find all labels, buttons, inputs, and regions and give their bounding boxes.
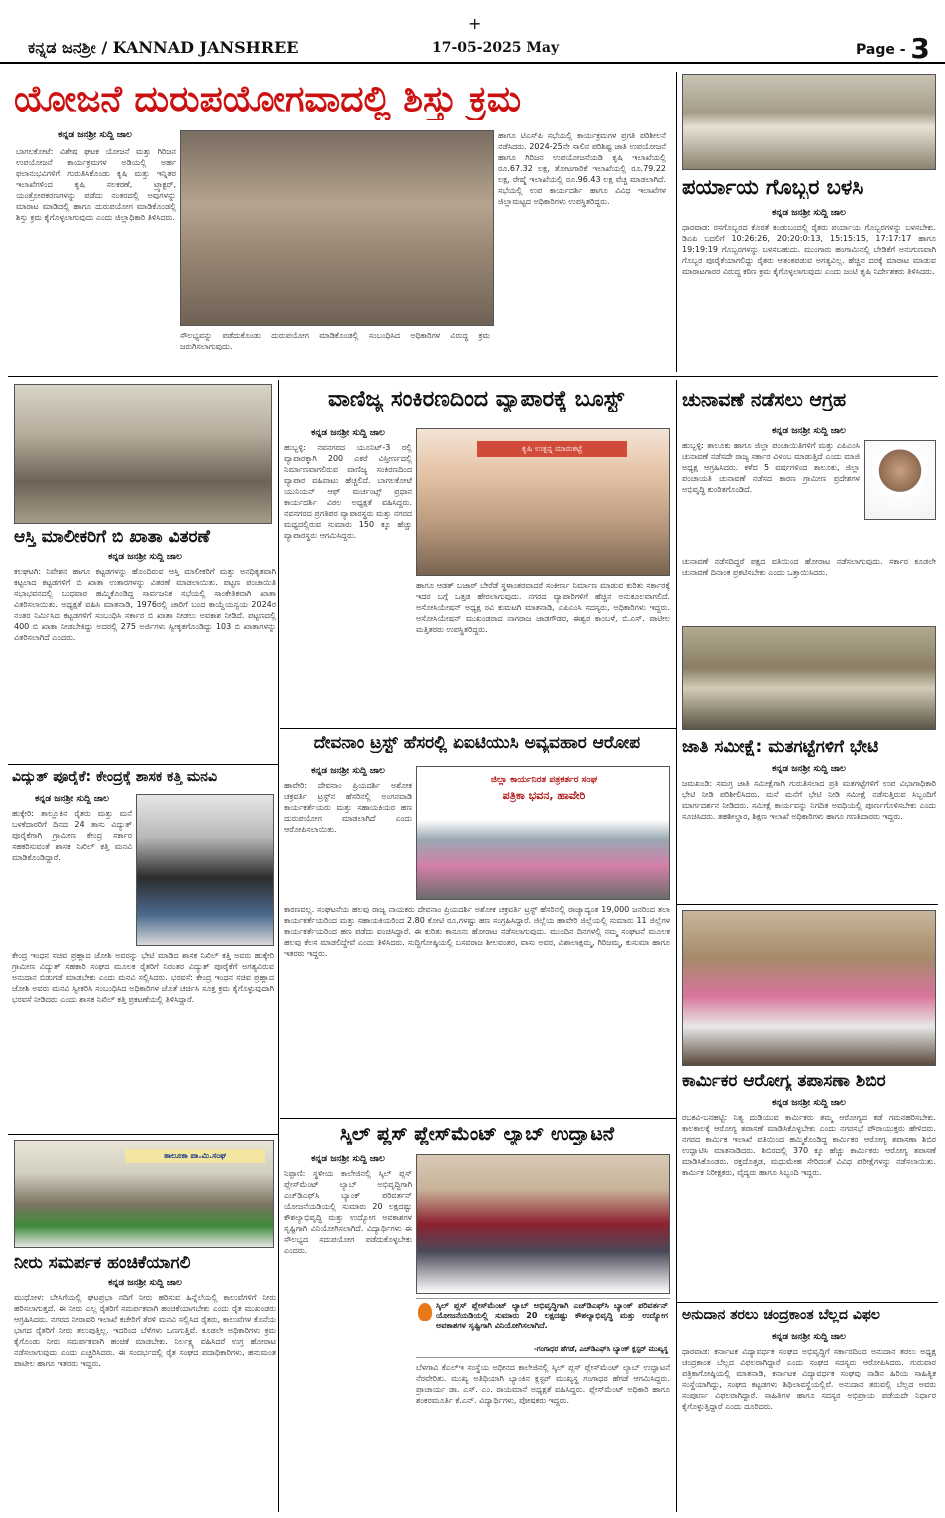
lead-byline: ಕನ್ನಡ ಜನಶ್ರೀ ಸುದ್ದಿ ಜಾಲ (58, 130, 132, 140)
devanam-body-col2: ಕಾರಣವಲ್ಲ. ಸಂಘಟನೆಯ ಹಲವು ರಾಜ್ಯ ನಾಯಕರು ದೇವನಾಂ ಪ್ರಿಯದರ್ಶಿ ಅಶೋಕ ಚಕ್ರವರ್ತಿ ಟ್ರಸ್ಟ್ ಹೆಸರಿನಲ್ಲಿ ರಾಜ್ಯಾದ್ಯಂತ 19,000 ಜನರಿಂದ ತಲಾ ಕಾರ್ಯಕರ್ತೆಯರಿಂದ ಮತ್ತು ಸಹಾಯಕಿಯರಿಂದ 2.80 ಕೋಟಿ ರೂ.ಗಳಷ್ಟು ಹಣ ಸಂಗ್ರಹಿಸಿದ್ದಾರೆ. ಜಿಲ್ಲೆಯ ಹಾವೇರಿ ಜಿಲ್ಲೆಯಲ್ಲಿ ಸುಮಾರು 11 ಜಿಲ್ಲೆಗಳ ಕಾರ್ಯಕರ್ತೆಯರಿಂದ ಹಣ ಪಡೆದು ವಂಚಿಸಿದ್ದಾರೆ. ಈ ಕುರಿತು ಕಾನೂನು ಹೋರಾಟ ನಡೆಸಲಾಗುವುದು. ಮುಂದಿನ ದಿನಗಳಲ್ಲಿ ನಮ್ಮ ಸಂಘಟನೆ ಮೂಲಕ ಹಲವು ಕೆಲಸ ಮಾಡಲಿದ್ದೇವೆ ಎಂದು ತಿಳಿಸಿದರು. ಸುದ್ದಿಗೋಷ್ಠಿಯಲ್ಲಿ ಬಸವರಾಜ ಶೀಲವಂತರ, ವಾಸು ಅವರ, ವಿಶಾಲಾಕ್ಷಮ್ಮ, ಗಿರಿಜಮ್ಮ, ಕುಸುಮಾ ಹಾಗೂ ಇತರರು ಇದ್ದರು. (284, 905, 670, 958)
karmikara-body: ರಬಕವಿ-ಬನಹಟ್ಟಿ: ನಿತ್ಯ ದುಡಿಯುವ ಕಾರ್ಮಿಕರು ತಮ್ಮ ಆರೋಗ್ಯದ ಕಡೆ ಗಮನಹರಿಸಬೇಕು. ಕಾಲಕಾಲಕ್ಕೆ ಆರೋಗ್ಯ ತಪಾಸಣೆ ಮಾಡಿಸಿಕೊಳ್ಳಬೇಕು ಎಂದು ನಗರಸಭೆ ಪೌರಾಯುಕ್ತರು ಹೇಳಿದರು. ನಗರದ ಕಾರ್ಮಿಕ ಇಲಾಖೆ ವತಿಯಿಂದ ಹಮ್ಮಿಕೊಂಡಿದ್ದ ಕಾರ್ಮಿಕರ ಆರೋಗ್ಯ ತಪಾಸಣಾ ಶಿಬಿರ ಉದ್ಘಾಟಿಸಿ ಮಾತನಾಡಿದರು. ಶಿಬಿರದಲ್ಲಿ 370 ಕ್ಕೂ ಹೆಚ್ಚು ಕಾರ್ಮಿಕರು ಆರೋಗ್ಯ ತಪಾಸಣೆ ಮಾಡಿಸಿಕೊಂಡರು. ರಕ್ತದೊತ್ತಡ, ಮಧುಮೇಹ ಸೇರಿದಂತೆ ವಿವಿಧ ಪರೀಕ್ಷೆಗಳನ್ನು ನಡೆಸಲಾಯಿತು. ಕಾರ್ಮಿಕ ನಿರೀಕ್ಷಕರು, ವೈದ್ಯರು ಹಾಗೂ ಸಿಬ್ಬಂದಿ ಇದ್ದರು. (682, 1113, 936, 1177)
vidyut-body-col1: ಹುಕ್ಕೇರಿ: ತಾಲ್ಲೂಕಿನ ರೈತರು ಮತ್ತು ಮನೆ ಬಳಕೆದಾರರಿಗೆ ದಿನದ 24 ತಾಸು ವಿದ್ಯುತ್ ಪೂರೈಕೆಗಾಗಿ ಗ್ರಾಮೀಣ ಕೇಂದ್ರ ಸರ್ಕಾರ ಸಹಕರಿಸುವಂತೆ ಶಾಸಕ ನಿಖಿಲ್ ಕತ್ತಿ ಮನವಿ ಮಾಡಿಕೊಂಡಿದ್ದಾರೆ. (12, 809, 132, 862)
chunavane-headline: ಚುನಾವಣೆ ನಡೆಸಲು ಆಗ್ರಹ (682, 390, 847, 411)
skill-quote-attribution: -ಗಂಗಾಧರ ಹೆಗಡೆ, ಎಚ್‌ಡಿಎಫ್‌ಸಿ ಬ್ಯಾಂಕ್ ಕ್ಲಸ್ಟರ್ ಮುಖ್ಯಸ್ಥ (534, 1345, 668, 1353)
gobbar-meeting-photo (682, 74, 936, 170)
neeru-byline: ಕನ್ನಡ ಜನಶ್ರೀ ಸುದ್ದಿ ಜಾಲ (108, 1278, 182, 1288)
karmikara-byline: ಕನ್ನಡ ಜನಶ್ರೀ ಸುದ್ದಿ ಜಾಲ (772, 1098, 846, 1108)
devanam-press-photo (416, 766, 670, 900)
vanijya-body-col1: ಹುಬ್ಬಳ್ಳಿ: ನವನಗರದ ಯೂನಿಟ್-3 ರಲ್ಲಿ ವ್ಯಾಪಾರಕ್ಕಾಗಿ 200 ಎಕರೆ ವಿಸ್ತೀರ್ಣದಲ್ಲಿ ನಿರ್ಮಾಣವಾಗಲಿರುವ ವಾಣಿಜ್ಯ ಸಂಕಿರಣದಿಂದ ವ್ಯಾಪಾರ ವಹಿವಾಟು ಹೆಚ್ಚಲಿದೆ. ಬಾಗಲಕೋಟೆ ಯುನಿಯನ್ ಆಫ್ ಮರ್ಚಂಟ್ಸ್ ಪ್ರಧಾನ ಕಾರ್ಯದರ್ಶಿ ವಿಠಲ ಅಧ್ಯಕ್ಷತೆ ವಹಿಸಿದ್ದರು. ನವನಗರದ ಪ್ರಗತಿಪರ ವ್ಯಾಪಾರಸ್ಥರು ಮತ್ತು ನಗರದ ಮಧ್ಯದಲ್ಲಿರುವ ಸುಮಾರು 150 ಕ್ಕೂ ಹೆಚ್ಚು ವ್ಯಾಪಾರಸ್ಥರು ಆಗಮಿಸಿದ್ದರು. (284, 443, 412, 540)
jati-field-photo (682, 626, 936, 730)
masthead (0, 0, 945, 64)
page-label: Page - (856, 42, 906, 58)
neeru-headline: ನೀರು ಸಮರ್ಪಕ ಹಂಚಿಕೆಯಾಗಲಿ (14, 1254, 191, 1273)
section-rule (280, 728, 676, 729)
devanam-body-col1: ಹಾವೇರಿ: ದೇವನಾಂ ಪ್ರಿಯದರ್ಶಿ ಅಶೋಕ ಚಕ್ರವರ್ತಿ ಟ್ರಸ್ಟ್‌ನ ಹೆಸರಿನಲ್ಲಿ ಅಂಗನವಾಡಿ ಕಾರ್ಯಕರ್ತೆಯರು ಮತ್ತು ಸಹಾಯಕಿಯರ ಹಣ ದುರುಪಯೋಗ ಮಾಡಲಾಗಿದೆ ಎಂದು ಆರೋಪಿಸಲಾಯಿತು. (284, 781, 412, 834)
skill-byline: ಕನ್ನಡ ಜನಶ್ರೀ ಸುದ್ದಿ ಜಾಲ (311, 1154, 385, 1164)
section-rule (676, 904, 938, 905)
neeru-sign-text: ತಾಲೂಕಾ ಪಾ.ಮಿ.ಸಂಘ (125, 1149, 265, 1163)
chunavane-byline: ಕನ್ನಡ ಜನಶ್ರೀ ಸುದ್ದಿ ಜಾಲ (772, 426, 846, 436)
section-rule (8, 376, 938, 377)
lead-body-col1: ಬಾಗಲಕೋಟೆ: ವಿಶೇಷ ಘಟಕ ಯೋಜನೆ ಮತ್ತು ಗಿರಿಜನ ಉಪಯೋಜನೆ ಕಾರ್ಯಕ್ರಮಗಳ ಅಡಿಯಲ್ಲಿ ಅರ್ಹ ಫಲಾನುಭವಿಗಳಿಗೆ ಗುರುತಿಸಿಕೊಂಡು ಕೃಷಿ ಮತ್ತು ಇನ್ನಿತರ ಇಲಾಖೆಗಳಿಂದ ಕೃಷಿ ಸಲಕರಣೆ, ಟ್ರ್ಯಾಕ್ಟರ್, ಯಂತ್ರೋಪಕರಣಗಳನ್ನು ಪಡೆದು ನಂತರದಲ್ಲಿ ಅವುಗಳನ್ನು ಮಾರಾಟ ಮಾಡಿದಲ್ಲಿ ಹಾಗೂ ದುರುಪಯೋಗ ಮಾಡಿಕೊಂಡಲ್ಲಿ ಶಿಸ್ತು ಕ್ರಮ ಕೈಗೊಳ್ಳಲಾಗುವುದು ಎಂದು ಜಿಲ್ಲಾಧಿಕಾರಿ ತಿಳಿಸಿದರು. (16, 147, 176, 222)
page-number: 3 (910, 32, 930, 64)
section-rule (280, 1118, 676, 1119)
lead-body-col2: ಸೌಲಭ್ಯವನ್ನು ಪಡೆದುಕೊಂಡು ದುರುಪಯೋಗ ಮಾಡಿಕೊಂಡಲ್ಲಿ ಸಂಬಂಧಿಸಿದ ಅಧಿಕಾರಿಗಳ ವಿರುದ್ಧ ಕ್ರಮ ಜರುಗಿಸಲಾಗುವುದು. (180, 331, 490, 351)
vanijya-banner-text: ಕೃಷಿ ಉತ್ಪನ್ನ ಮಾರುಕಟ್ಟೆ (477, 441, 627, 457)
vanijya-byline: ಕನ್ನಡ ಜನಶ್ರೀ ಸುದ್ದಿ ಜಾಲ (311, 428, 385, 438)
jati-byline: ಕನ್ನಡ ಜನಶ್ರೀ ಸುದ್ದಿ ಜಾಲ (772, 764, 846, 774)
jati-body: ಜಮಖಂಡಿ: ಸಮಗ್ರ ಜಾತಿ ಸಮೀಕ್ಷೆಗಾಗಿ ಗುರುತಿಸಲಾದ ಪ್ರತಿ ಮತಗಟ್ಟೆಗಳಿಗೆ ಉಪ ವಿಭಾಗಾಧಿಕಾರಿ ಭೇಟಿ ನೀಡಿ ಪರಿಶೀಲಿಸಿದರು. ಮನೆ ಮನೆಗೆ ಭೇಟಿ ನೀಡಿ ಸಮೀಕ್ಷೆ ನಡೆಸುತ್ತಿರುವ ಸಿಬ್ಬಂದಿಗೆ ಮಾರ್ಗದರ್ಶನ ನೀಡಿದರು. ಸಮೀಕ್ಷೆ ಕಾರ್ಯವನ್ನು ನಿಗದಿತ ಅವಧಿಯಲ್ಲಿ ಪೂರ್ಣಗೊಳಿಸಬೇಕು ಎಂದು ಸೂಚಿಸಿದರು. ತಹಶೀಲ್ದಾರ, ಶಿಕ್ಷಣ ಇಲಾಖೆ ಅಧಿಕಾರಿಗಳು ಹಾಗೂ ಗಣತಿದಾರರು ಇದ್ದರು. (682, 779, 936, 821)
lead-meeting-photo (180, 130, 494, 326)
crop-mark-icon: + (468, 14, 482, 33)
skill-stage-photo (416, 1154, 670, 1294)
gobbar-headline: ಪರ್ಯಾಯ ಗೊಬ್ಬರ ಬಳಸಿ (682, 176, 864, 199)
page-indicator (856, 32, 930, 64)
jati-headline: ಜಾತಿ ಸಮೀಕ್ಷೆ: ಮತಗಟ್ಟೆಗಳಿಗೆ ಭೇಟಿ (682, 738, 879, 757)
chunavane-body-2: ಚುನಾವಣೆ ನಡೆಸದಿದ್ದರೆ ಪಕ್ಷದ ವತಿಯಿಂದ ಹೋರಾಟ ನಡೆಸಲಾಗುವುದು. ಸರ್ಕಾರ ಕೂಡಲೇ ಚುನಾವಣೆ ದಿನಾಂಕ ಪ್ರಕಟಿಸಬೇಕು ಎಂದು ಒತ್ತಾಯಿಸಿದರು. (682, 557, 936, 577)
chunavane-body: ಹುಬ್ಬಳ್ಳಿ: ತಾಲೂಕು ಹಾಗೂ ಜಿಲ್ಲಾ ಪಂಚಾಯಿತಿಗಳಿಗೆ ಮತ್ತು ಎಪಿಎಂಸಿ ಚುನಾವಣೆ ನಡೆಸದೇ ರಾಜ್ಯ ಸರ್ಕಾರ ವಿಳಂಬ ಮಾಡುತ್ತಿದೆ ಎಂದು ಮಾಜಿ ಅಧ್ಯಕ್ಷ ಆಗ್ರಹಿಸಿದರು. ಕಳೆದ 5 ವರ್ಷಗಳಿಂದ ತಾಲೂಕು, ಜಿಲ್ಲಾ ಪಂಚಾಯತಿ ಚುನಾವಣೆ ನಡೆಸದ ಕಾರಣ ಗ್ರಾಮೀಣ ಪ್ರದೇಶಗಳ ಅಭಿವೃದ್ಧಿ ಕುಂಠಿತಗೊಂಡಿದೆ. (682, 441, 860, 494)
khata-body: ಕಲಘಟಗಿ: ನಿವೇಶನ ಹಾಗೂ ಕಟ್ಟಡಗಳನ್ನು ಹೊಂದಿರುವ ಆಸ್ತಿ ಮಾಲೀಕರಿಗೆ ಮತ್ತು ಅನಧಿಕೃತವಾಗಿ ಕಟ್ಟಲಾದ ಕಟ್ಟಡಗಳಿಗೆ ಬಿ ಖಾತಾ ಉತಾರಗಳನ್ನು ವಿತರಣೆ ಮಾಡಲಾಯಿತು. ಪಟ್ಟಣ ಪಂಚಾಯಿತಿ ಸಭಾಭವನದಲ್ಲಿ ಬುಧವಾರ ಹಮ್ಮಿಕೊಂಡಿದ್ದ ಸಾರ್ವಜನಿಕ ಸಭೆಯಲ್ಲಿ ಸಾಂಕೇತಿಕವಾಗಿ ಖಾತಾ ವಿತರಿಸಲಾಯಿತು. ಅಧ್ಯಕ್ಷತೆ ವಹಿಸಿ ಮಾತನಾಡಿ, 1976ರಲ್ಲಿ ಜಾರಿಗೆ ಬಂದ ಕಾಯ್ದೆಯನ್ವಯ 2024ರ ನಂತರ ನಿರ್ಮಿಸಿದ ಕಟ್ಟಡಗಳಿಗೆ ಸಂಬಂಧಿಸಿ ಸರ್ಕಾರ ಬಿ ಖಾತಾ ನೀಡಲು ಅವಕಾಶ ನೀಡಿದೆ. ಪಟ್ಟಣದಲ್ಲಿ 400 ಬಿ ಖಾತಾ ನೀಡಬೇಕಿದ್ದು ಅದರಲ್ಲಿ 275 ಅರ್ಜಿಗಳು ಸ್ವೀಕೃತಗೊಂಡಿದ್ದು 103 ಬಿ ಖಾತಾಗಳನ್ನು ವಿತರಿಸಲಾಗಿದೆ ಎಂದರು. (14, 567, 276, 642)
karmikara-headline: ಕಾರ್ಮಿಕರ ಆರೋಗ್ಯ ತಪಾಸಣಾ ಶಿಬಿರ (682, 1072, 886, 1091)
section-rule (8, 1134, 278, 1135)
chunavane-portrait (864, 440, 936, 520)
karmikara-camp-photo (682, 910, 936, 1066)
skill-headline: ಸ್ಕಿಲ್ ಪ್ಲಸ್ ಪ್ಲೇಸ್‌ಮೆಂಟ್ ಲ್ಯಾಬ್ ಉದ್ಘಾಟನೆ (339, 1124, 615, 1145)
vanijya-body-col2: ಹಾಗೂ ಆಡತ್ ಬಜಾರ್ ಬೇರೆಡೆ ಸ್ಥಳಾಂತರವಾದರೆ ಸಂಕೀರ್ಣ ನಿರ್ಮಾಣ ಮಾಡುವ ಕುರಿತು ಸರ್ಕಾರಕ್ಕೆ ಇದರ ಬಗ್ಗೆ ಒತ್ತಡ ಹೇರಲಾಗುವುದು. ನಗರದ ವ್ಯಾಪಾರಿಗಳಿಗೆ ಹೆಚ್ಚಿನ ಅನುಕೂಲವಾಗಲಿದೆ. ಅಸೋಸಿಯೇಷನ್ ಅಧ್ಯಕ್ಷ ರವಿ ಕುಮಟಗಿ ಮಾತನಾಡಿ, ಎಪಿಎಂಸಿ ಸದಸ್ಯರು, ಅಧಿಕಾರಿಗಳು ಇದ್ದರು. ಅಸೋಸಿಯೇಷನ್ ಮುಖಂಡರಾದ ನಾಗರಾಜ ಜಾಡಗೌಡರ, ಈಶ್ವರ ಕಾಂಬಳೆ, ಬಿ.ಎಸ್. ಪಾಟೀಲ ಮತ್ತಿತರರು ಉಪಸ್ಥಿತರಿದ್ದರು. (416, 581, 670, 634)
gobbar-byline: ಕನ್ನಡ ಜನಶ್ರೀ ಸುದ್ದಿ ಜಾಲ (772, 208, 846, 218)
vidyut-byline: ಕನ್ನಡ ಜನಶ್ರೀ ಸುದ್ದಿ ಜಾಲ (35, 794, 109, 804)
anudana-headline: ಅನುದಾನ ತರಲು ಚಂದ್ರಕಾಂತ ಬೆಲ್ಲದ ವಿಫಲ (682, 1308, 880, 1323)
flame-icon (418, 1303, 432, 1321)
neeru-office-photo (14, 1140, 274, 1248)
column-rule (676, 380, 677, 1512)
lead-headline: ಯೋಜನೆ ದುರುಪಯೋಗವಾದಲ್ಲಿ ಶಿಸ್ತು ಕ್ರಮ (14, 80, 522, 120)
khata-headline: ಆಸ್ತಿ ಮಾಲೀಕರಿಗೆ ಬಿ ಖಾತಾ ವಿತರಣೆ (14, 528, 210, 547)
vanijya-headline: ವಾಣಿಜ್ಯ ಸಂಕಿರಣದಿಂದ ವ್ಯಾಪಾರಕ್ಕೆ ಬೂಸ್ಟ್ (327, 388, 625, 412)
devanam-banner-line2: ಪತ್ರಿಕಾ ಭವನ, ಹಾವೇರಿ (502, 789, 586, 802)
devanam-banner-line1: ಜಿಲ್ಲಾ ಕಾರ್ಯನಿರತ ಪತ್ರಕರ್ತರ ಸಂಘ (490, 775, 598, 785)
anudana-byline: ಕನ್ನಡ ಜನಶ್ರೀ ಸುದ್ದಿ ಜಾಲ (772, 1332, 846, 1342)
devanam-headline: ದೇವನಾಂ ಟ್ರಸ್ಟ್ ಹೆಸರಲ್ಲಿ ಏಐಟಿಯುಸಿ ಅವ್ಯವಹಾರ ಆರೋಪ (313, 734, 641, 753)
skill-body-col2: ಬೆಳಗಾವಿ ಕೆಎಲ್‌ಇ ಸಂಸ್ಥೆಯ ಅಧೀನದ ಕಾಲೇಜಿನಲ್ಲಿ ಸ್ಕಿಲ್ ಪ್ಲಸ್ ಪ್ಲೇಸ್‌ಮೆಂಟ್ ಲ್ಯಾಬ್ ಉದ್ಘಾಟನೆ ನೆರವೇರಿತು. ಮುಖ್ಯ ಅತಿಥಿಯಾಗಿ ಬ್ಯಾಂಕಿನ ಕ್ಲಸ್ಟರ್ ಮುಖ್ಯಸ್ಥ ಗಂಗಾಧರ ಹೆಗಡೆ ಆಗಮಿಸಿದ್ದರು. ಪ್ರಾಚಾರ್ಯ ಡಾ. ಎಸ್. ಎಂ. ರಾಯಮಾನೆ ಅಧ್ಯಕ್ಷತೆ ವಹಿಸಿದ್ದರು. ಪ್ಲೇಸ್‌ಮೆಂಟ್ ಅಧಿಕಾರಿ ಹಾಗೂ ಶಂಕರಮೂರ್ತಿ ಕೆ.ಎನ್. ವಿದ್ಯಾರ್ಥಿಗಳು, ಪೋಷಕರು ಇದ್ದರು. (416, 1363, 670, 1405)
section-rule (8, 764, 278, 765)
skill-quote-box (416, 1298, 670, 1358)
gobbar-body: ಧಾರವಾಡ: ರಸಗೊಬ್ಬರದ ಕೊರತೆ ಕಂಡುಬಂದಲ್ಲಿ ರೈತರು ಪರ್ಯಾಯ ಗೊಬ್ಬರಗಳನ್ನು ಬಳಸಬೇಕು. ಡಿಎಪಿ ಬದಲಿಗೆ 10:26:26, 20:20:0:13, 15:15:15, 17:17:17 ಹಾಗೂ 19:19:19 ಗೊಬ್ಬರಗಳನ್ನು ಬಳಸಬಹುದು. ಮುಂಗಾರು ಹಂಗಾಮಿನಲ್ಲಿ ಬೇಡಿಕೆಗೆ ಅನುಗುಣವಾಗಿ ಗೊಬ್ಬರ ಪೂರೈಕೆಯಾಗಲಿದ್ದು ರೈತರು ಆತಂಕಪಡುವ ಅಗತ್ಯವಿಲ್ಲ. ಹೆಚ್ಚಿನ ದರಕ್ಕೆ ಮಾರಾಟ ಮಾಡುವ ಮಾರಾಟಗಾರರ ವಿರುದ್ಧ ಕಠಿಣ ಕ್ರಮ ಕೈಗೊಳ್ಳಲಾಗುವುದು ಎಂದು ಜಂಟಿ ಕೃಷಿ ನಿರ್ದೇಶಕರು ತಿಳಿಸಿದರು. (682, 223, 936, 276)
issue-date: 17-05-2025 May (432, 40, 560, 56)
newspaper-brand: ಕನ್ನಡ ಜನಶ್ರೀ / KANNAD JANSHREE (28, 38, 299, 57)
skill-quote-text: ಸ್ಕಿಲ್ ಪ್ಲಸ್ ಪ್ಲೇಸ್‌ಮೆಂಟ್ ಲ್ಯಾಬ್ ಅಭಿವೃದ್ಧಿಗಾಗಿ ಎಚ್‌ಡಿಎಫ್‌ಸಿ ಬ್ಯಾಂಕ್ ಪರಿವರ್ತನ್ ಯೋಜನೆಯಡಿಯಲ್ಲಿ ಸುಮಾರು 20 ಲಕ್ಷದಷ್ಟು ಕೌಶಲ್ಯಾಭಿವೃದ್ಧಿ ಮತ್ತು ಉದ್ಯೋಗ ಅವಕಾಶಗಳ ಸೃಷ್ಟಿಗಾಗಿ ವಿನಿಯೋಗಿಸಲಾಗಿದೆ. (436, 1301, 668, 1330)
khata-byline: ಕನ್ನಡ ಜನಶ್ರೀ ಸುದ್ದಿ ಜಾಲ (108, 552, 182, 562)
section-rule (676, 1302, 938, 1303)
anudana-body: ಧಾರವಾಡ: ಕರ್ನಾಟಕ ವಿದ್ಯಾವರ್ಧಕ ಸಂಘದ ಅಭಿವೃದ್ಧಿಗೆ ಸರ್ಕಾರದಿಂದ ಅನುದಾನ ತರಲು ಅಧ್ಯಕ್ಷ ಚಂದ್ರಕಾಂತ ಬೆಲ್ಲದ ವಿಫಲರಾಗಿದ್ದಾರೆ ಎಂದು ಸಂಘದ ಸದಸ್ಯರು ಆರೋಪಿಸಿದರು. ಗುರುವಾರ ಪತ್ರಿಕಾಗೋಷ್ಠಿಯಲ್ಲಿ ಮಾತನಾಡಿ, ಕರ್ನಾಟಕ ವಿದ್ಯಾವರ್ಧಕ ಸಂಘವು ನಾಡಿನ ಹಿರಿಯ ಸಾಹಿತ್ಯಿಕ ಸಂಸ್ಥೆಯಾಗಿದ್ದು, ಸಂಘದ ಕಟ್ಟಡಗಳು ಶಿಥಿಲಾವಸ್ಥೆಯಲ್ಲಿವೆ. ಅನುದಾನ ತರುವಲ್ಲಿ ಬೆಲ್ಲದ ಅವರು ಸಂಪೂರ್ಣ ವಿಫಲರಾಗಿದ್ದಾರೆ. ಸಾಹಿತಿಗಳ ಹಾಗೂ ಸದಸ್ಯರ ಅಭಿಪ್ರಾಯ ಪಡೆಯದೇ ನಿರ್ಧಾರ ಕೈಗೊಳ್ಳುತ್ತಿದ್ದಾರೆ ಎಂದು ದೂರಿದರು. (682, 1347, 936, 1411)
devanam-byline: ಕನ್ನಡ ಜನಶ್ರೀ ಸುದ್ದಿ ಜಾಲ (311, 766, 385, 776)
vanijya-stage-photo (416, 428, 670, 576)
vidyut-meeting-photo (136, 794, 274, 946)
column-rule (676, 72, 677, 372)
column-rule (278, 380, 279, 1512)
lead-body-col3: ಹಾಗೂ ಟಿಎಸ್‌ಪಿ ಸಭೆಯಲ್ಲಿ ಕಾರ್ಯಕ್ರಮಗಳ ಪ್ರಗತಿ ಪರಿಶೀಲನೆ ನಡೆಸಿದರು. 2024-25ನೇ ಸಾಲಿನ ಪರಿಶಿಷ್ಟ ಜಾತಿ ಉಪಯೋಜನೆ ಹಾಗೂ ಗಿರಿಜನ ಉಪಯೋಜನೆಯಡಿ ಕೃಷಿ ಇಲಾಖೆಯಲ್ಲಿ ರೂ.67.32 ಲಕ್ಷ, ತೋಟಗಾರಿಕೆ ಇಲಾಖೆಯಲ್ಲಿ ರೂ.79.22 ಲಕ್ಷ, ರೇಷ್ಮೆ ಇಲಾಖೆಯಲ್ಲಿ ರೂ.96.43 ಲಕ್ಷ ವೆಚ್ಚ ಮಾಡಲಾಗಿದೆ. ಸಭೆಯಲ್ಲಿ ಉಪ ಕಾರ್ಯದರ್ಶಿ ಹಾಗೂ ವಿವಿಧ ಇಲಾಖೆಗಳ ಜಿಲ್ಲಾಮಟ್ಟದ ಅಧಿಕಾರಿಗಳು ಉಪಸ್ಥಿತರಿದ್ದರು. (498, 131, 666, 206)
vidyut-headline: ವಿದ್ಯುತ್ ಪೂರೈಕೆ: ಕೇಂದ್ರಕ್ಕೆ ಶಾಸಕ ಕತ್ತಿ ಮನವಿ (12, 770, 217, 785)
neeru-body: ಮುಧೋಳ: ಬೇಸಿಗೆಯಲ್ಲಿ ಘಟಪ್ರಭಾ ನದಿಗೆ ನೀರು ಹರಿಸುವ ಹಿನ್ನೆಲೆಯಲ್ಲಿ ಕಾಲುವೆಗಳಿಗೆ ನೀರು ಹರಿಸಲಾಗುತ್ತದೆ. ಈ ನೀರು ಎಲ್ಲ ರೈತರಿಗೆ ಸಮರ್ಪಕವಾಗಿ ಹಂಚಿಕೆಯಾಗಬೇಕು ಎಂದು ರೈತ ಮುಖಂಡರು ಆಗ್ರಹಿಸಿದರು. ನಗರದ ನೀರಾವರಿ ಇಲಾಖೆ ಕಚೇರಿಗೆ ತೆರಳಿ ಮನವಿ ಸಲ್ಲಿಸಿದ ರೈತರು, ಕಾಲುವೆಗಳ ಕೊನೆಯ ಭಾಗದ ರೈತರಿಗೆ ನೀರು ತಲುಪುತ್ತಿಲ್ಲ. ಇದರಿಂದ ಬೆಳೆಗಳು ಒಣಗುತ್ತಿವೆ. ಕೂಡಲೇ ಅಧಿಕಾರಿಗಳು ಕ್ರಮ ಕೈಗೊಂಡು ನೀರು ಸಮರ್ಪಕವಾಗಿ ಹಂಚಿಕೆ ಮಾಡಬೇಕು. ನಿರ್ಲಕ್ಷ್ಯ ವಹಿಸಿದರೆ ಉಗ್ರ ಹೋರಾಟ ನಡೆಸಲಾಗುವುದು ಎಂದು ಎಚ್ಚರಿಸಿದರು. ಈ ಸಂದರ್ಭದಲ್ಲಿ ರೈತ ಸಂಘದ ಪದಾಧಿಕಾರಿಗಳು, ಹನುಮಂತ ಪಾಟೀಲ ಹಾಗೂ ಇತರರು ಇದ್ದರು. (14, 1293, 276, 1368)
khata-event-photo (14, 384, 272, 524)
vidyut-body-col2: ಕೇಂದ್ರ ಇಂಧನ ಸಚಿವ ಪ್ರಹ್ಲಾದ ಜೋಶಿ ಅವರನ್ನು ಭೇಟಿ ಮಾಡಿದ ಶಾಸಕ ನಿಖಿಲ್ ಕತ್ತಿ ಅವರು ಹುಕ್ಕೇರಿ ಗ್ರಾಮೀಣ ವಿದ್ಯುತ್ ಸಹಕಾರಿ ಸಂಘದ ಮೂಲಕ ರೈತರಿಗೆ ನಿರಂತರ ವಿದ್ಯುತ್ ಪೂರೈಕೆಗೆ ಅಗತ್ಯವಿರುವ ಅನುದಾನ ಬಿಡುಗಡೆ ಮಾಡಬೇಕು ಎಂದು ಮನವಿ ಸಲ್ಲಿಸಿದರು. ಭರವಸೆ: ಕೇಂದ್ರ ಇಂಧನ ಸಚಿವ ಪ್ರಹ್ಲಾದ ಜೋಶಿ ಅವರು ಮನವಿ ಸ್ವೀಕರಿಸಿ ಸಂಬಂಧಿಸಿದ ಅಧಿಕಾರಿಗಳ ಜೊತೆ ಚರ್ಚಿಸಿ ಸೂಕ್ತ ಕ್ರಮ ಕೈಗೊಳ್ಳುವುದಾಗಿ ಭರವಸೆ ನೀಡಿದರು ಎಂದು ಶಾಸಕ ನಿಖಿಲ್ ಕತ್ತಿ ಪ್ರಕಟಣೆಯಲ್ಲಿ ತಿಳಿಸಿದ್ದಾರೆ. (12, 951, 274, 1004)
skill-body-col1: ನಿಪ್ಪಾಣಿ: ಸ್ಥಳೀಯ ಕಾಲೇಜಿನಲ್ಲಿ ಸ್ಕಿಲ್ ಪ್ಲಸ್ ಪ್ಲೇಸ್‌ಮೆಂಟ್ ಲ್ಯಾಬ್ ಅಭಿವೃದ್ಧಿಗಾಗಿ ಎಚ್‌ಡಿಎಫ್‌ಸಿ ಬ್ಯಾಂಕ್ ಪರಿವರ್ತನ್ ಯೋಜನೆಯಡಿಯಲ್ಲಿ ಸುಮಾರು 20 ಲಕ್ಷದಷ್ಟು ಕೌಶಲ್ಯಾಭಿವೃದ್ಧಿ ಮತ್ತು ಉದ್ಯೋಗ ಅವಕಾಶಗಳ ಸೃಷ್ಟಿಗಾಗಿ ವಿನಿಯೋಗಿಸಲಾಗಿದೆ. ವಿದ್ಯಾರ್ಥಿಗಳು ಈ ಸೌಲಭ್ಯದ ಸದುಪಯೋಗ ಪಡೆದುಕೊಳ್ಳಬೇಕು ಎಂದರು. (284, 1169, 412, 1255)
